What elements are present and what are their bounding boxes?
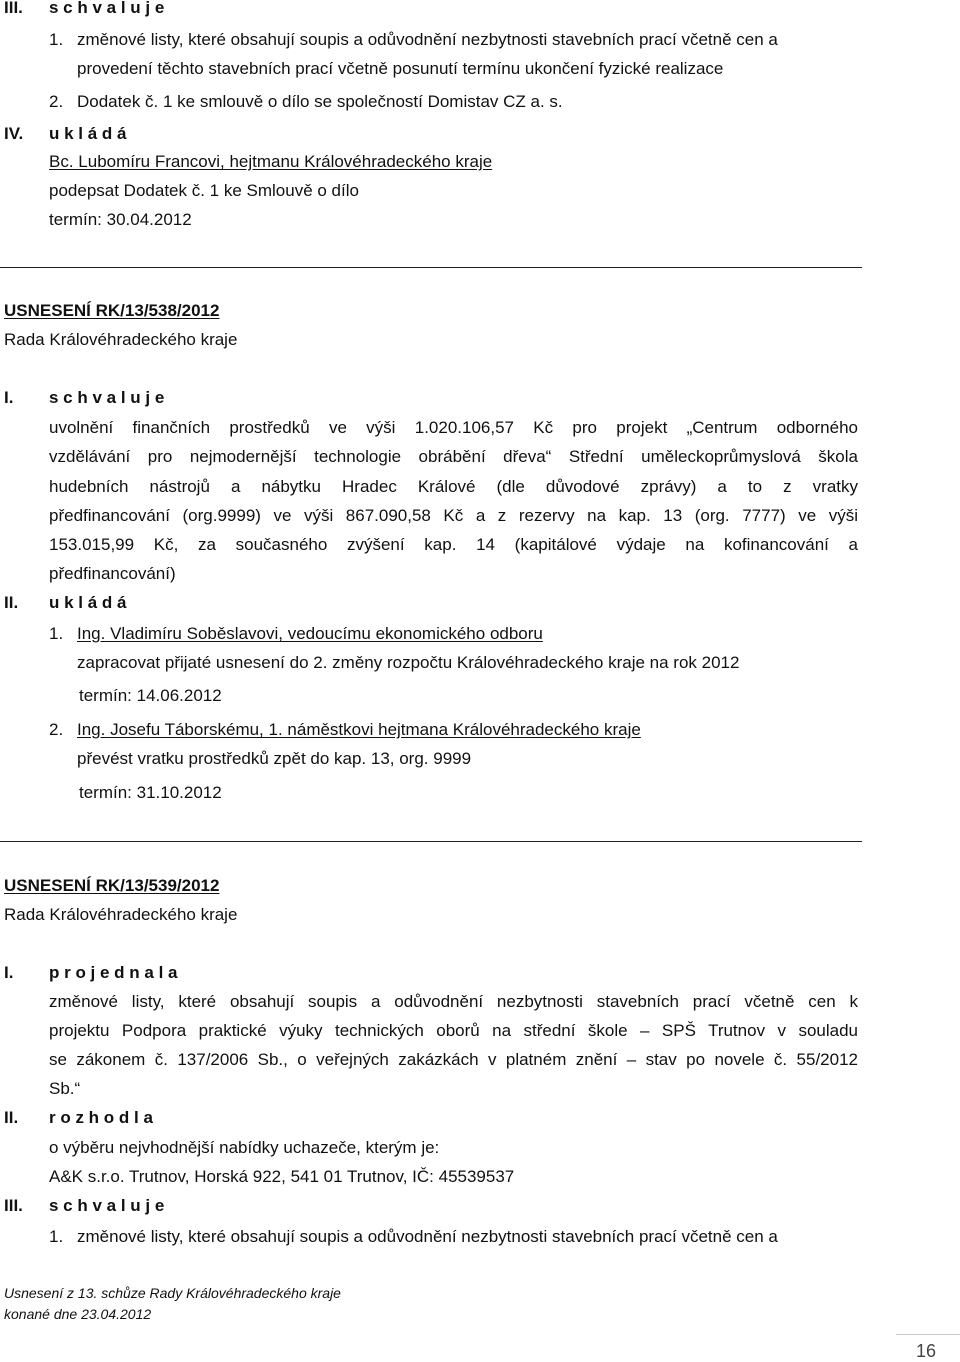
section-heading: p r o j e d n a l a (49, 963, 178, 982)
section-number: II. (4, 1108, 19, 1127)
resolution-body: Rada Královéhradeckého kraje (4, 330, 238, 349)
footer-line: konané dne 23.04.2012 (4, 1306, 152, 1322)
paragraph-line: změnové listy, které obsahují soupis a odůvodnění nezbytnosti stavebních prací včetně cen a (77, 1227, 778, 1246)
section-number: III. (4, 0, 23, 17)
paragraph-line: provedení těchto stavebních prací včetně posunutí termínu ukončení fyzické realizace (77, 59, 724, 78)
separator-line (0, 267, 862, 268)
page-number: 16 (916, 1341, 937, 1361)
section-heading: u k l á d á (49, 124, 127, 143)
item-number: 1. (49, 30, 64, 49)
deadline: termín: 14.06.2012 (79, 686, 222, 705)
paragraph-line: změnové listy, které obsahují soupis a odůvodnění nezbytnosti stavebních prací včetně cen k (49, 992, 858, 1011)
page-number-rule (896, 1334, 960, 1335)
item-number: 2. (49, 92, 64, 111)
resolution-title: USNESENÍ RK/13/539/2012 (4, 876, 220, 895)
resolution-title: USNESENÍ RK/13/538/2012 (4, 301, 220, 320)
section-number: III. (4, 1196, 23, 1215)
section-heading: s c h v a l u j e (49, 388, 165, 407)
resolution-body: Rada Královéhradeckého kraje (4, 905, 238, 924)
paragraph-line: vzdělávání pro nejmodernější technologie obrábění dřeva“ Střední uměleckoprůmyslová škola (49, 447, 858, 466)
deadline: termín: 31.10.2012 (79, 783, 222, 802)
paragraph-line: se zákonem č. 137/2006 Sb., o veřejných zakázkách v platném znění – stav po novele č. 55/2012 (49, 1050, 858, 1069)
supplier-line: A&K s.r.o. Trutnov, Horská 922, 541 01 Trutnov, IČ: 45539537 (49, 1167, 515, 1186)
section-number: IV. (4, 124, 24, 143)
paragraph-line: 153.015,99 Kč, za současného zvýšení kap. 14 (kapitálové výdaje na kofinancování a (49, 535, 858, 554)
paragraph-line: projektu Podpora praktické výuky technických oborů na střední škole – SPŠ Trutnov v souladu (49, 1021, 858, 1040)
section-number: I. (4, 388, 14, 407)
item-number: 1. (49, 1227, 64, 1246)
deadline: termín: 30.04.2012 (49, 210, 192, 229)
section-heading: u k l á d á (49, 593, 127, 612)
task-text: zapracovat přijaté usnesení do 2. změny rozpočtu Královéhradeckého kraje na rok 2012 (77, 653, 740, 672)
paragraph-line: uvolnění finančních prostředků ve výši 1.020.106,57 Kč pro projekt „Centrum odborného (49, 418, 858, 437)
section-number: I. (4, 963, 14, 982)
section-heading: r o z h o d l a (49, 1108, 153, 1127)
task-text: podepsat Dodatek č. 1 ke Smlouvě o dílo (49, 181, 359, 200)
paragraph-line: změnové listy, které obsahují soupis a odůvodnění nezbytnosti stavebních prací včetně cen a (77, 30, 778, 49)
task-text: převést vratku prostředků zpět do kap. 13, org. 9999 (77, 749, 472, 768)
item-number: 1. (49, 624, 64, 643)
paragraph-line: Sb.“ (49, 1079, 81, 1098)
footer-line: Usnesení z 13. schůze Rady Královéhradeckého kraje (4, 1285, 341, 1301)
paragraph-line: o výběru nejvhodnější nabídky uchazeče, kterým je: (49, 1138, 440, 1157)
paragraph-line: předfinancování (org.9999) ve výši 867.090,58 Kč a z rezervy na kap. 13 (org. 7777) ve výši (49, 506, 858, 525)
section-number: II. (4, 593, 19, 612)
paragraph-line: hudebních nástrojů a nábytku Hradec Králové (dle důvodové zprávy) a to z vratky (49, 477, 858, 496)
responsible-person: Ing. Josefu Táborskému, 1. náměstkovi hejtmana Královéhradeckého kraje (77, 720, 641, 739)
responsible-person: Ing. Vladimíru Soběslavovi, vedoucímu ekonomického odboru (77, 624, 543, 643)
separator-line (0, 841, 862, 842)
paragraph-line: předfinancování) (49, 564, 176, 583)
section-heading: s c h v a l u j e (49, 1196, 165, 1215)
section-heading: s c h v a l u j e (49, 0, 165, 17)
item-number: 2. (49, 720, 64, 739)
paragraph-line: Dodatek č. 1 ke smlouvě o dílo se společností Domistav CZ a. s. (77, 92, 563, 111)
responsible-person: Bc. Lubomíru Francovi, hejtmanu Královéhradeckého kraje (49, 152, 493, 171)
